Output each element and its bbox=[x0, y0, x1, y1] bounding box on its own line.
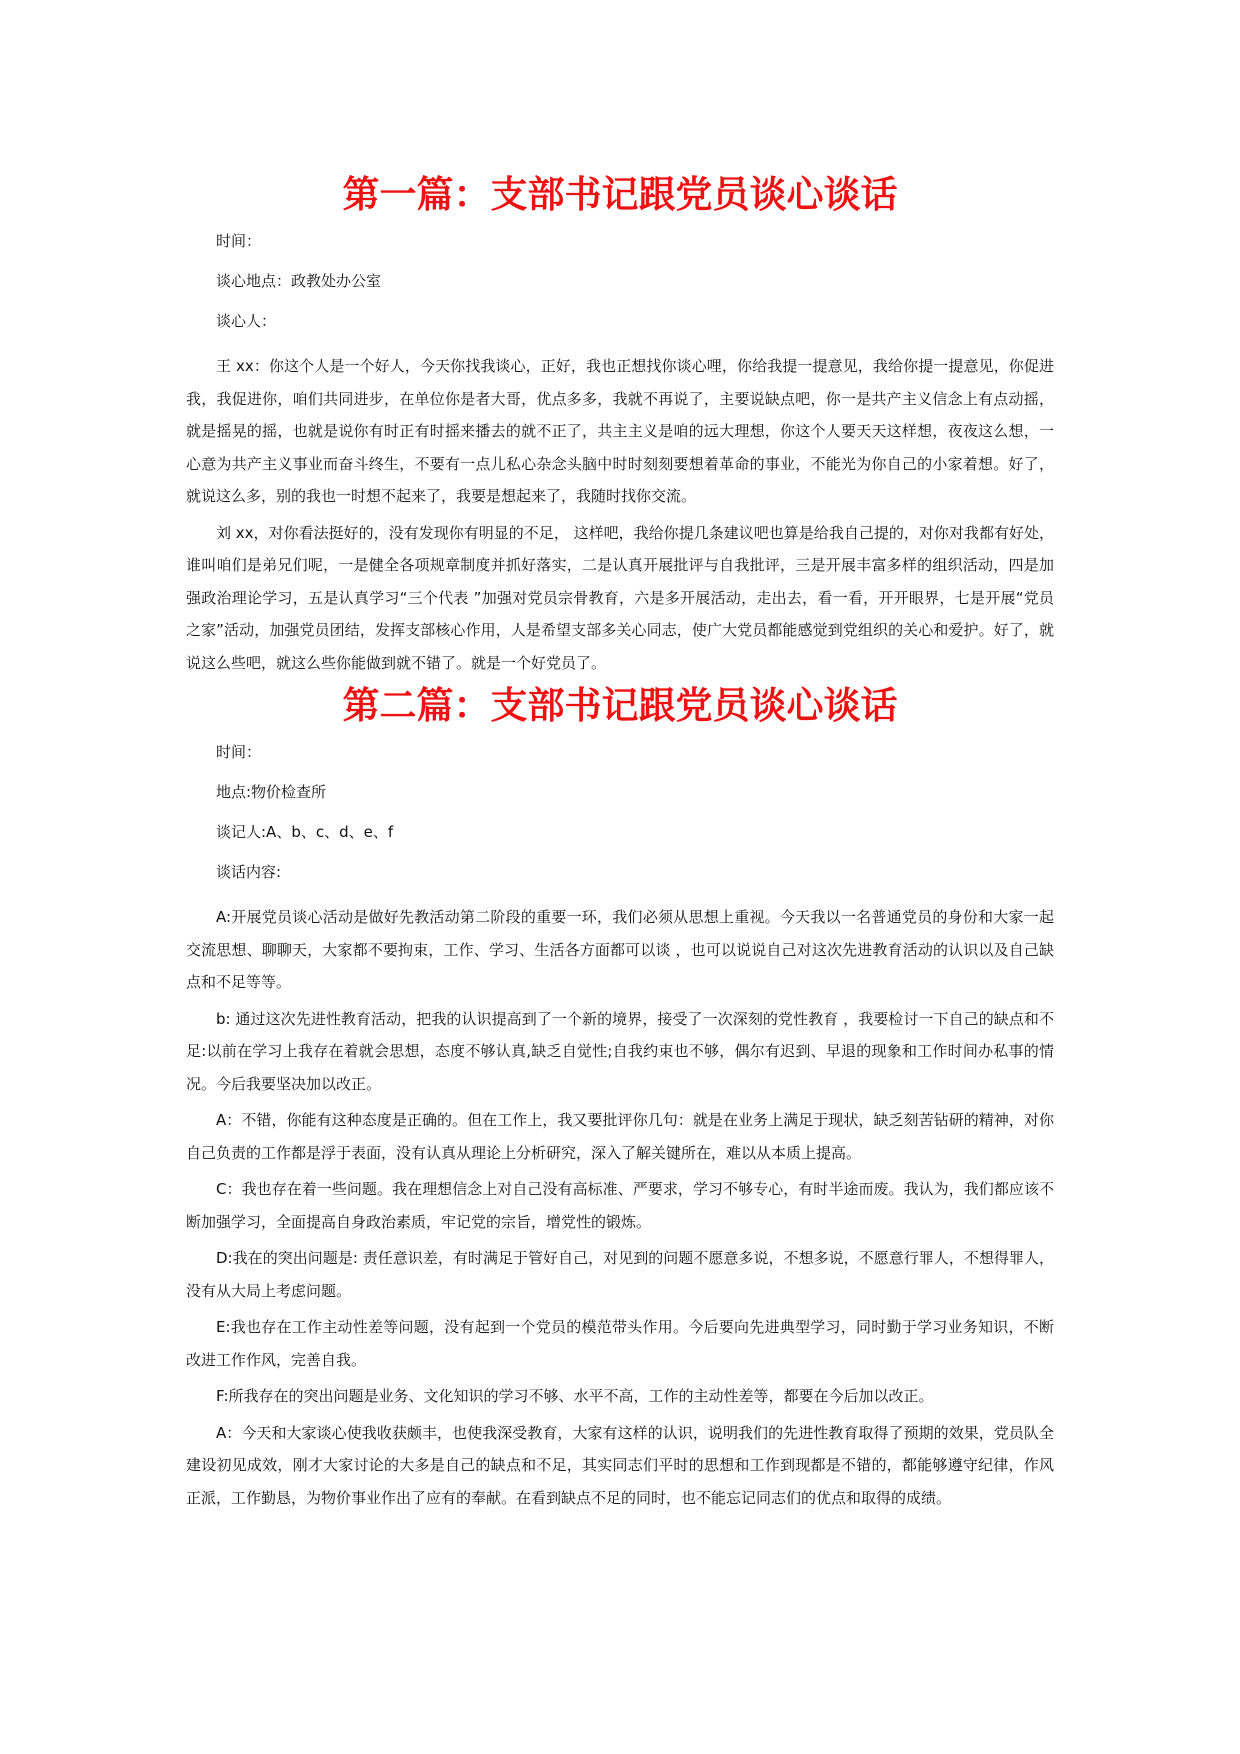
section-1-person: 谈心人： bbox=[216, 312, 277, 330]
section-2-place: 地点:物价检查所 bbox=[216, 783, 327, 801]
section-2-paragraph: A:开展党员谈心活动是做好先教活动第二阶段的重要一环，我们必须从思想上重视。今天我以一名普通党员的身份和大家一起交流思想、聊聊天，大家都不要拘束，工作、学习、生活各方面都可以谈 ，也可以说说自己对这次先进教育活动的认识以及自己缺点和不足等等。 bbox=[186, 908, 1054, 991]
section-2-paragraph: F:所我存在的突出问题是业务、文化知识的学习不够、水平不高，工作的主动性差等，都要在今后加以改正。 bbox=[216, 1387, 934, 1405]
section-2-title: 第二篇：支部书记跟党员谈心谈话 bbox=[342, 684, 898, 727]
section-1-title: 第一篇：支部书记跟党员谈心谈话 bbox=[342, 173, 898, 216]
section-2-time: 时间： bbox=[216, 743, 262, 761]
section-2-paragraph: D:我在的突出问题是: 责任意识差，有时满足于管好自己，对见到的问题不愿意多说，不想多说，不愿意行罪人，不想得罪人，没有从大局上考虑问题。 bbox=[186, 1249, 1054, 1300]
section-2-paragraph: C：我也存在着一些问题。我在理想信念上对自己没有高标准、严要求，学习不够专心，有时半途而废。我认为，我们都应该不断加强学习，全面提高自身政治素质，牢记党的宗旨，增党性的锻炼。 bbox=[186, 1180, 1054, 1231]
section-1-paragraph: 刘 xx，对你看法挺好的，没有发现你有明显的不足， 这样吧，我给你提几条建议吧也算是给我自己提的，对你对我都有好处，谁叫咱们是弟兄们呢，一是健全各项规章制度并抓好落实，二是认真开展批评与自我批评，三是开展丰富多样的组织活动，四是加强政治理论学习，五是认真学习“三个代表 ”加强对党员宗骨教育，六是多开展活动，走出去，看一看，开开眼界，七是开展“党员之家”活动，加强党员团结，发挥支部核心作用，人是希望支部多关心同志，使广大党员都能感觉到党组织的关心和爱护。好了，就说这么些吧，就这么些你能做到就不错了。就是一个好党员了。 bbox=[186, 523, 1054, 672]
section-2-paragraph: A：今天和大家谈心使我收获颇丰，也使我深受教育，大家有这样的认识，说明我们的先进性教育取得了预期的效果，党员队全建设初见成效，刚才大家讨论的大多是自己的缺点和不足，其实同志们平时的思想和工作到现都是不错的，都能够遵守纪律，作风正派，工作勤恳，为物价事业作出了应有的奉献。在看到缺点不足的同时，也不能忘记同志们的优点和取得的成绩。 bbox=[186, 1423, 1054, 1507]
section-2-person: 谈记人:A、b、c、d、e、f bbox=[216, 823, 394, 841]
section-2-paragraph: A：不错，你能有这种态度是正确的。但在工作上，我又要批评你几句：就是在业务上满足于现状，缺乏刻苦钻研的精神，对你自己负责的工作都是浮于表面，没有认真从理论上分析研究，深入了解关键所在，难以从本质上提高。 bbox=[186, 1111, 1054, 1162]
section-2-paragraph: b: 通过这次先进性教育活动，把我的认识提高到了一个新的境界，接受了一次深刻的党性教育 ，我要检讨一下自己的缺点和不足:以前在学习上我存在着就会思想，态度不够认真,缺乏自觉性;自我约束也不够，偶尔有迟到、早退的现象和工作时间办私事的情况。今后我要坚决加以改正。 bbox=[186, 1009, 1054, 1093]
section-1-time: 时间： bbox=[216, 232, 262, 250]
section-1-paragraph: 王 xx：你这个人是一个好人，今天你找我谈心，正好，我也正想找你谈心哩，你给我提一提意见，我给你提一提意见，你促进我，我促进你，咱们共同进步，在单位你是者大哥，优点多多，我就不再说了，主要说缺点吧，你一是共产主义信念上有点动摇，就是摇晃的摇，也就是说你有时正有时摇来播去的就不正了，共主主义是咱的远大理想，你这个人要天天这样想，夜夜这么想，一心意为共产主义事业而奋斗终生，不要有一点儿私心杂念头脑中时时刻刻要想着革命的事业，不能光为你自己的小家着想。好了，就说这么多，别的我也一时想不起来了，我要是想起来了，我随时找你交流。 bbox=[186, 357, 1054, 505]
section-2-content-label: 谈话内容: bbox=[216, 863, 282, 881]
section-2-paragraph: E:我也存在工作主动性差等问题，没有起到一个党员的模范带头作用。今后要向先进典型学习，同时勤于学习业务知识，不断改进工作作风，完善自我。 bbox=[186, 1318, 1054, 1369]
section-1-place: 谈心地点：政教处办公室 bbox=[216, 272, 382, 290]
